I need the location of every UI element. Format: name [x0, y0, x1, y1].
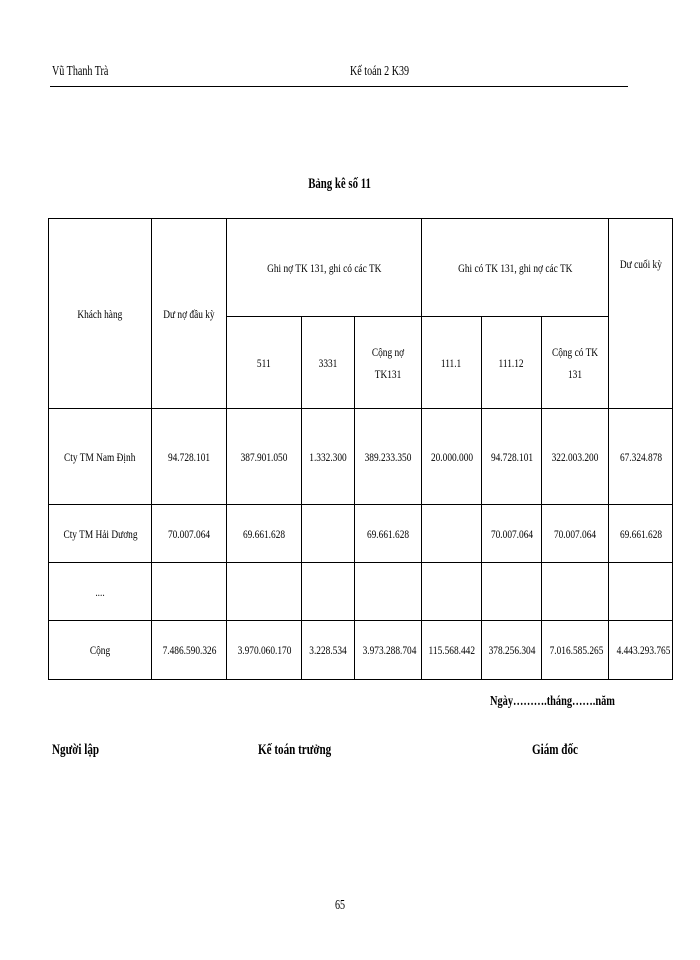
- header-sub: Cộng có TK 131: [542, 317, 609, 409]
- date-line: Ngày……….tháng…….năm: [490, 694, 615, 709]
- table-cell: 322.003.200: [542, 409, 609, 505]
- header-row-1: [49, 219, 673, 317]
- author-name: Vũ Thanh Trà: [52, 64, 109, 79]
- table-cell: 70.007.064: [152, 505, 227, 563]
- table-row: [49, 563, 673, 621]
- table-cell: 387.901.050: [227, 409, 302, 505]
- header-sub: 111.12: [482, 317, 542, 409]
- table-cell: 69.661.628: [355, 505, 422, 563]
- table-cell: 378.256.304: [482, 621, 542, 680]
- table-row: [49, 409, 673, 505]
- table-cell: [355, 563, 422, 621]
- table-cell: 67.324.878: [609, 409, 673, 505]
- ledger-table: [48, 218, 673, 680]
- table-cell: 1.332.300: [302, 409, 355, 505]
- table-cell: [609, 563, 673, 621]
- table-cell: [227, 563, 302, 621]
- header-debit-group: Ghi nợ TK 131, ghi có các TK: [227, 219, 422, 317]
- header-sub: 111.1: [422, 317, 482, 409]
- header-sub: Cộng nợ TK131: [355, 317, 422, 409]
- table-cell: 3.228.534: [302, 621, 355, 680]
- page-number: 65: [334, 898, 346, 913]
- table-cell: 4.443.293.765: [609, 621, 673, 680]
- header-sub: 3331: [302, 317, 355, 409]
- header-sub: 511: [227, 317, 302, 409]
- table-cell: ....: [49, 563, 152, 621]
- table-cell: 7.486.590.326: [152, 621, 227, 680]
- table-cell: [302, 505, 355, 563]
- table-cell: [422, 563, 482, 621]
- table-cell: 70.007.064: [542, 505, 609, 563]
- table-cell: Cộng: [49, 621, 152, 680]
- table-cell: 389.233.350: [355, 409, 422, 505]
- table-cell: 94.728.101: [482, 409, 542, 505]
- total-row: [49, 621, 673, 680]
- table-cell: [482, 563, 542, 621]
- signature-chief-accountant: Kế toán trưởng: [258, 742, 332, 758]
- table-cell: 115.568.442: [422, 621, 482, 680]
- table-cell: Cty TM Nam Định: [49, 409, 152, 505]
- table-row: [49, 505, 673, 563]
- table-cell: 7.016.585.265: [542, 621, 609, 680]
- table-cell: 70.007.064: [482, 505, 542, 563]
- header-opening-balance: Dư nợ đầu kỳ: [152, 219, 227, 409]
- header-closing-balance: Dư cuối kỳ: [609, 219, 673, 409]
- signature-preparer: Người lập: [52, 742, 100, 758]
- table-cell: 3.970.060.170: [227, 621, 302, 680]
- table-cell: 94.728.101: [152, 409, 227, 505]
- table-cell: [152, 563, 227, 621]
- table-cell: 69.661.628: [227, 505, 302, 563]
- class-name: Kế toán 2 K39: [350, 64, 410, 79]
- table-cell: 3.973.288.704: [355, 621, 422, 680]
- header-credit-group: Ghi có TK 131, ghi nợ các TK: [422, 219, 609, 317]
- table-cell: Cty TM Hải Dương: [49, 505, 152, 563]
- header-customer: Khách hàng: [49, 219, 152, 409]
- page-title: Bảng kê số 11: [308, 176, 372, 192]
- signature-director: Giám đốc: [532, 742, 578, 758]
- table-cell: [422, 505, 482, 563]
- table-cell: [542, 563, 609, 621]
- page-header: [50, 62, 628, 87]
- table-cell: [302, 563, 355, 621]
- table-cell: 69.661.628: [609, 505, 673, 563]
- table-cell: 20.000.000: [422, 409, 482, 505]
